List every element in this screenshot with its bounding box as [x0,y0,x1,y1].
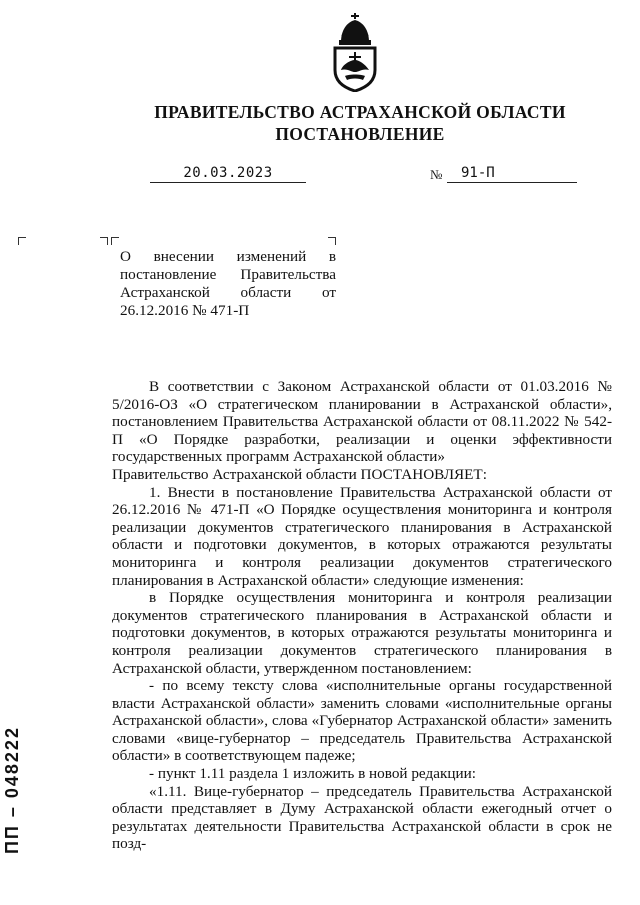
body-paragraph: - пункт 1.11 раздела 1 изложить в новой редакции: [149,765,476,783]
government-title: ПРАВИТЕЛЬСТВО АСТРАХАНСКОЙ ОБЛАСТИ [154,102,566,122]
preamble-paragraph: В соответствии с Законом Астраханской области от 01.03.2016 № 5/2016-ОЗ «О стратегическом планировании в Астраханской области», постановлением Правительства Астраханской области от 08.11.2022 № 542-П «О Порядке разработки, реализации и оценки эффективности государственных программ Астраханской области» [112,378,612,466]
decree-body [112,378,612,853]
number-sign: № [430,167,443,182]
decree-number: 91-П [447,164,577,183]
decree-line: Правительство Астраханской области ПОСТАНОВЛЯЕТ: [112,465,487,483]
document-type-title: ПОСТАНОВЛЕНИЕ [275,124,445,144]
body-paragraph: «1.11. Вице-губернатор – председатель Правительства Астраханской области представляет в Думу Астраханской области ежегодный отчет о результатах деятельности Правительства Астраханской области в срок не позд- [112,782,612,853]
body-paragraph: - по всему тексту слова «исполнительные органы государственной власти Астраханской области» заменить словами «исполнительные органы Астраханской области», слова «Губернатор Астраханской области» заменить словами «вице-губернатор – председатель Правительства Астраханской области» в соответствующем падеже; [112,677,612,765]
body-paragraph: 1. Внести в постановление Правительства Астраханской области от 26.12.2016 № 471-П «О Порядке осуществления мониторинга и контроля реализации документов стратегического планирования в Астраханской области и подготовки документов, в которых отражаются результаты мониторинга и контроля реализации документов стратегического планирования в Астраханской области» следующие изменения: [112,483,612,589]
margin-corner-mark [18,237,26,245]
subject-corner-mark-end [328,237,336,245]
serial-number-stamp: ПП – 048222 [2,726,22,854]
decree-subject: О внесении изменений в постановление Правительства Астраханской области от 26.12.2016 № 471-П [120,248,336,319]
body-paragraph: в Порядке осуществления мониторинга и контроля реализации документов стратегического планирования в Астраханской области и подготовки документов, в которых отражаются результаты мониторинга и контроля реализации документов стратегического планирования в Астраханской области, утвержденном постановлением: [112,589,612,677]
decree-date: 20.03.2023 [150,164,306,183]
subject-corner-mark-left [100,237,108,245]
subject-corner-mark-right [111,237,119,245]
coat-of-arms-icon [329,12,381,92]
